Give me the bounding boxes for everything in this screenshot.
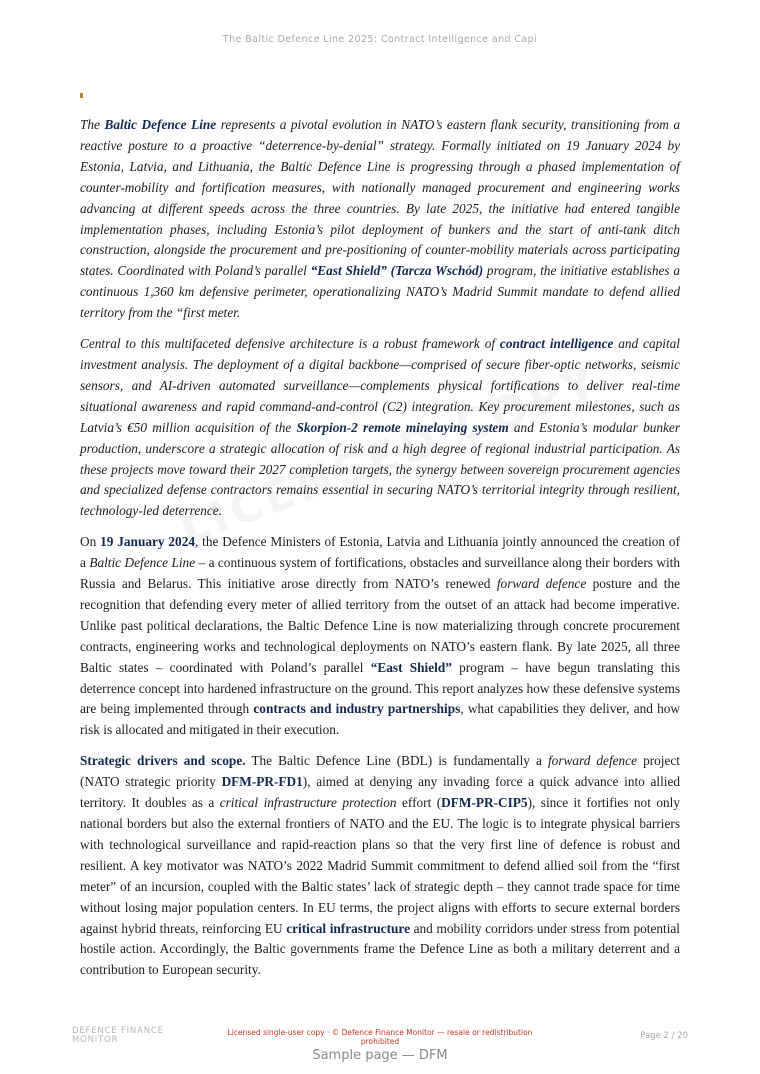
intro-paragraph-1: The Baltic Defence Line represents a pivotal evolution in NATO’s eastern flank security, transitioning from a reactive posture to a proactive “deterrence-by-denial” strategy. Formally initiated on 19 January 2024 by Estonia, Latvia, and Lithuania, the Baltic Defence Line is progressing through a phased implementation of counter-mobility and fortification measures, with nationally managed procurement and engineering works advancing at different speeds across the three countries. By late 2025, the initiative had entered tangible implementation phases, including Estonia’s pilot deployment of bunkers and the start of anti-tank ditch construction, alongside the procurement and pre-positioning of counter-mobility materials across participating states. Coordinated with Poland’s parallel “East Shield” (Tarcza Wschód) program, the initiative establishes a continuous 1,360 km defensive perimeter, operationalizing NATO’s Madrid Summit mandate to defend allied territory from the “first meter.	[80, 117, 681, 321]
term-east-shield: “East Shield” (Tarcza Wschód)	[310, 263, 484, 279]
term-critical-infrastructure: critical infrastructure	[286, 920, 410, 936]
term-contract-intelligence: contract intelligence	[499, 336, 614, 352]
sample-caption: Sample page — DFM	[312, 1048, 448, 1063]
section-marker	[80, 93, 83, 98]
code-dfm-pr-fd1: DFM-PR-FD1	[221, 774, 303, 790]
run-in-heading: Strategic drivers and scope.	[80, 753, 246, 769]
term-baltic-defence-line: Baltic Defence Line	[104, 117, 217, 132]
intro-paragraph-2: Central to this multifaceted defensive architecture is a robust framework of contract intelligence and capital investment analysis. The deployment of a digital backbone—comprised of secure fiber-optic networks, seismic sensors, and AI-driven automated surveillance—complements physical fortifications to deliver real-time situational awareness and rapid command-and-control (C2) integration. Key procurement milestones, such as Latvia’s €50 million acquisition of the Skorpion-2 remote minelaying system and Estonia’s modular bunker production, underscore a strategic allocation of risk and a high degree of regional industrial participation. As these projects move toward their 2027 completion targets, the synergy between sovereign procurement agencies and specialized defense contractors remains essential in securing NATO’s territorial integrity through resilient, technology-led deterrence.	[80, 336, 681, 519]
page-number: Page 2 / 20	[640, 1031, 688, 1041]
footer-brand: DEFENCE FINANCE MONITOR	[72, 1026, 164, 1045]
body-paragraph-announcement: On 19 January 2024, the Defence Ministers of Estonia, Latvia and Lithuania jointly announced the creation of a Baltic Defence Line – a continuous system of fortifications, obstacles and surveillance along their borders with Russia and Belarus. This initiative arose directly from NATO’s renewed forward defence posture and the recognition that defending every meter of allied territory from the outset of an attack had become imperative. Unlike past political declarations, the Baltic Defence Line is now materializing through concrete procurement contracts, engineering works and technological deployments on NATO’s eastern flank. By late 2025, all three Baltic states – coordinated with Poland’s parallel “East Shield” program – have begun translating this deterrence concept into hardened infrastructure on the ground. This report analyzes how these defensive systems are being implemented through contracts and industry partnerships, what capabilities they deliver, and how risk is allocated and mitigated in their execution.	[80, 534, 681, 738]
term-contracts-partnerships: contracts and industry partnerships	[253, 701, 461, 717]
body-paragraph-strategic-drivers: Strategic drivers and scope. The Baltic Defence Line (BDL) is fundamentally a forward defence project (NATO strategic priority DFM-PR-FD1), aimed at denying any invading force a quick advance into allied territory. It doubles as a critical infrastructure protection effort (DFM-PR-CIP5), since it fortifies not only national borders but also the external frontiers of NATO and the EU. The logic is to integrate physical barriers with technological surveillance and rapid-reaction plans so that the very first line of defence is robust and resilient. A key motivator was NATO’s 2022 Madrid Summit commitment to defend allied soil from the “first meter” of an incursion, coupled with the Baltic states’ lack of strategic depth – they cannot trade space for time without losing major population centers. In EU terms, the project aligns with efforts to secure external borders against hybrid threats, reinforcing EU critical infrastructure and mobility corridors under stress from potential hostile action. Accordingly, the Baltic governments frame the Defence Line as both a military deterrent and a contribution to European security.	[80, 753, 681, 978]
date-highlight: 19 January 2024	[100, 534, 195, 550]
code-dfm-pr-cip5: DFM-PR-CIP5	[441, 795, 528, 811]
term-skorpion-2: Skorpion-2 remote minelaying system	[296, 419, 509, 435]
running-header: The Baltic Defence Line 2025: Contract Intelligence and Capi	[222, 34, 538, 45]
term-east-shield-2: “East Shield”	[370, 659, 452, 675]
footer-license-notice: Licensed single-user copy · © Defence Finance Monitor — resale or redistribution prohibited	[227, 1028, 533, 1046]
document-body	[80, 115, 680, 991]
